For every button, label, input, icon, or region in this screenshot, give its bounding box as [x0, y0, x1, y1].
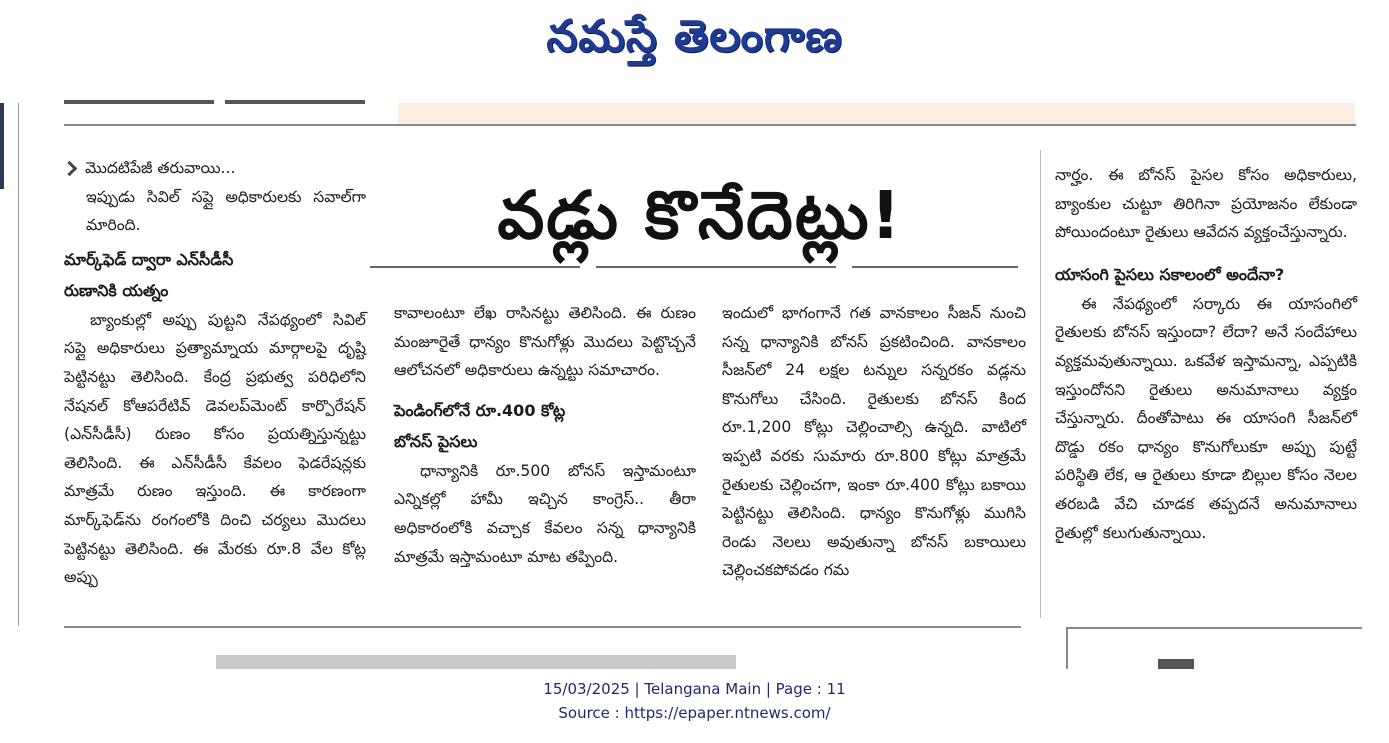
column-2-body-1: కావాలంటూ లేఖ రాసినట్టు తెలిసింది. ఈ రుణం మంజూరైతే ధాన్యం కొనుగోళ్లు మొదలు పెట్టొచ్చనే ఆలోచనలో అధికారులు ఉన్నట్టు సమాచారం.	[394, 304, 696, 380]
column-4-body-1: నార్హం. ఈ బోనస్ పైసల కోసం అధికారులు, బ్యాంకుల చుట్టూ తిరిగినా ప్రయోజనం లేకుండా పోయిందంటూ రైతులు ఆవేదన వ్యక్తంచేస్తున్నారు.	[1055, 166, 1357, 242]
clipped-text-fragment	[225, 100, 365, 104]
clipped-next-headline	[216, 655, 736, 669]
next-article-box	[1066, 627, 1362, 669]
column-2-body-2: ధాన్యానికి రూ.500 బోనస్ ఇస్తామంటూ ఎన్నికల్లో హామీ ఇచ్చిన కాంగ్రెస్.. తీరా అధికారంలోకి వచ్చాక కేవలం సన్న ధాన్యానికి మాత్రమే ఇస్తామంటూ మాట తప్పింది.	[394, 461, 696, 566]
subhead-pending-bonus-2: బోనస్ పైసలు	[394, 431, 478, 451]
article-column-2	[394, 299, 696, 571]
column-1-body: బ్యాంకుల్లో అప్పు పుట్టని నేపథ్యంలో సివిల్ సప్లై అధికారులు ప్రత్యామ్నాయ మార్గాలపై దృష్టి పెట్టినట్టు తెలిసింది. కేంద్ర ప్రభుత్వ పరిధిలోని నేషనల్ కోఆపరేటివ్ డెవలప్‌మెంట్ కార్పొరేషన్ (ఎన్‌సీడీసీ) రుణం కోసం ప్రయత్నిస్తున్నట్టు తెలిసింది. ఈ ఎన్‌సీడీసీ కేవలం ఫెడరేషన్లకు మాత్రమే రుణం ఇస్తుంది. ఈ కారణంగా మార్క్‌ఫెడ్‌ను రంగంలోకి దించి చర్యలు మొదలు పెట్టినట్టు తెలిసింది. ఈ మేరకు రూ.8 వేల కోట్ల అప్పు	[64, 310, 366, 587]
column-4-body-2: ఈ నేపథ్యంలో సర్కారు ఈ యాసంగిలో రైతులకు బోనస్ ఇస్తుందా? లేదా? అనే సందేహాలు వ్యక్తమవుతున్నాయి. ఒకవేళ ఇస్తామన్నా, ఎప్పటికి ఇస్తుందోనని రైతులు అనుమానాలు వ్యక్తం చేస్తున్నారు. దీంతోపాటు ఈ యాసంగి సీజన్‌లో దొడ్డు రకం ధాన్యం కొనుగోలుకూ అప్పు పుట్టే పరిస్థితి లేక, ఆ రైతులు కూడా బిల్లుల కోసం నెలల తరబడి వేచి చూడక తప్పదనే అనుమానాలు రైతుల్లో కలుగుతున్నాయి.	[1055, 294, 1357, 542]
subhead-yasangi: యాసంగి పైసలు సకాలంలో అందేనా?	[1055, 264, 1285, 284]
headline-rule-right	[852, 266, 1018, 268]
subhead-ncdc-1: మార్క్‌ఫెడ్ ద్వారా ఎన్‌సీడీసీ	[64, 249, 234, 269]
continued-from-front-page	[64, 154, 366, 183]
column-divider	[1040, 150, 1041, 618]
clipped-text-fragment	[64, 100, 214, 104]
bottom-divider	[64, 626, 1021, 628]
clipped-next-text	[1158, 659, 1194, 669]
headline-rule-mid	[596, 266, 836, 268]
article-column-4	[1055, 161, 1357, 547]
subhead-pending-bonus-1: పెండింగ్‌లోనే రూ.400 కోట్ల	[394, 400, 566, 420]
headline-rule-left	[370, 266, 580, 268]
left-edge-bar	[0, 103, 4, 189]
top-strip-banner	[398, 103, 1355, 124]
masthead	[0, 0, 1389, 78]
column-1-intro: ఇప్పుడు సివిల్ సప్లై అధికారులకు సవాల్‌గా మారింది.	[86, 187, 366, 235]
article-column-1	[64, 154, 366, 592]
left-edge-divider	[18, 103, 19, 626]
top-divider	[64, 124, 1356, 126]
footer-source: Source : https://epaper.ntnews.com/	[558, 704, 831, 722]
subhead-ncdc-2: రుణానికి యత్నం	[64, 280, 169, 300]
chevron-right-icon	[62, 161, 78, 177]
article-headline: వడ్లు కొనేదెట్లు!	[497, 177, 903, 254]
article-column-3	[722, 299, 1026, 585]
page-footer	[0, 677, 1389, 725]
footer-date-edition: 15/03/2025 | Telangana Main | Page : 11	[543, 680, 846, 698]
continued-label: మొదటిపేజీ తరువాయి...	[85, 159, 236, 177]
column-3-body: ఇందులో భాగంగానే గత వానకాలం సీజన్ నుంచి సన్న ధాన్యానికి బోనస్ ప్రకటించింది. వానకాలం సీజన్‌లో 24 లక్షల టన్నుల సన్నరకం వడ్లను కొనుగోలు చేసింది. రైతులకు బోనస్ కింద రూ.1,200 కోట్లు చెల్లించాల్సి ఉన్నది. వాటిలో ఇప్పటి వరకు సుమారు రూ.800 కోట్లు మాత్రమే రైతులకు చెల్లించగా, ఇంకా రూ.400 కోట్లు బకాయి పెట్టినట్టు తెలిసింది. ధాన్యం కొనుగోళ్లు ముగిసి రెండు నెలలు అవుతున్నా బోనస్ బకాయిలు చెల్లించకపోవడం గమ	[722, 304, 1026, 580]
newspaper-logo: నమస్తే తెలంగాణ	[546, 11, 843, 62]
